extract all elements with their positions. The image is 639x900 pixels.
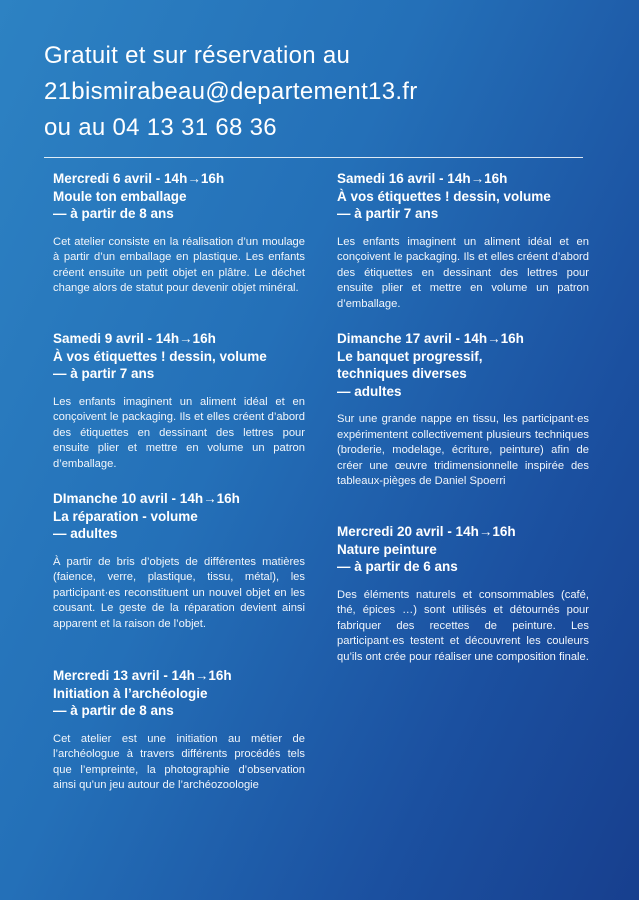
event-card bbox=[53, 330, 305, 472]
event-title-line2: techniques diverses bbox=[337, 366, 467, 381]
event-audience: — à partir de 8 ans bbox=[53, 703, 174, 718]
event-card bbox=[337, 330, 589, 490]
event-description: Les enfants imaginent un aliment idéal et en conçoivent le packaging. Ils et elles créent d’abord des étiquettes en dessinant des lettres pour ensuite plier et mettre en volume un patron d’emballage. bbox=[53, 395, 305, 470]
event-audience: — à partir de 6 ans bbox=[337, 559, 458, 574]
event-card bbox=[53, 490, 305, 632]
event-audience: — adultes bbox=[53, 526, 118, 541]
header-line-reservation: Gratuit et sur réservation au bbox=[44, 42, 351, 69]
event-description: Des éléments naturels et consommables (café, thé, épices …) sont utilisés et détournés pour fabriquer des recettes de peinture. Les participant·es testent et découvrent les couleurs qu’ils ont crée pour réaliser une composition finale. bbox=[337, 588, 589, 663]
event-card bbox=[337, 523, 589, 665]
event-title: Initiation à l’archéologie bbox=[53, 685, 208, 701]
event-title: Le banquet progressif, bbox=[337, 348, 483, 364]
event-description: Sur une grande nappe en tissu, les participant·es expérimentent collectivement plusieurs techniques (broderie, modelage, écriture, peinture) afin de créer une œuvre tridimensionnelle inspirée des tableaux-pièges de Daniel Spoerri bbox=[337, 413, 589, 487]
header-phone: ou au 04 13 31 68 36 bbox=[44, 114, 277, 141]
event-title: À vos étiquettes ! dessin, volume bbox=[53, 348, 267, 364]
event-description: Cet atelier est une initiation au métier de l’archéologue à travers différents procédés tels que l’empreinte, la photographie d’observation ainsi qu’un jeu autour de l’archéozoologie bbox=[53, 732, 305, 791]
event-title: Moule ton emballage bbox=[53, 188, 187, 204]
event-date: Samedi 16 avril - 14h→16h bbox=[337, 171, 508, 186]
divider bbox=[44, 157, 583, 158]
event-audience: — à partir 7 ans bbox=[337, 206, 439, 221]
event-card bbox=[53, 170, 305, 297]
event-description: Les enfants imaginent un aliment idéal et en conçoivent le packaging. Ils et elles créent d’abord des étiquettes en dessinant des lettres pour ensuite plier et mettre en volume un patron d’emballage. bbox=[337, 235, 589, 310]
event-title: À vos étiquettes ! dessin, volume bbox=[337, 188, 551, 204]
event-date: DImanche 10 avril - 14h→16h bbox=[53, 491, 240, 506]
event-description: Cet atelier consiste en la réalisation d’un moulage à partir d’un emballage en plastique. Les enfants créent ensuite un petit objet en plâtre. Le déchet change alors de statut pour devenir objet minéral. bbox=[53, 235, 305, 294]
event-card bbox=[337, 170, 589, 312]
header-email[interactable]: 21bismirabeau@departement13.fr bbox=[44, 78, 418, 105]
event-title: La réparation - volume bbox=[53, 508, 198, 524]
event-description: À partir de bris d’objets de différentes matières (faience, verre, plastique, tissu, métal), les participant·es reconstituent un nouvel objet en les cousant. Le geste de la réparation devient ainsi apparent et la raison de l’objet. bbox=[53, 555, 305, 630]
event-date: Mercredi 13 avril - 14h→16h bbox=[53, 668, 232, 683]
event-date: Dimanche 17 avril - 14h→16h bbox=[337, 331, 524, 346]
event-date: Samedi 9 avril - 14h→16h bbox=[53, 331, 216, 346]
event-audience: — à partir 7 ans bbox=[53, 366, 155, 381]
event-date: Mercredi 20 avril - 14h→16h bbox=[337, 524, 516, 539]
event-card bbox=[53, 667, 305, 794]
event-audience: — à partir de 8 ans bbox=[53, 206, 174, 221]
event-audience: — adultes bbox=[337, 383, 402, 399]
event-date: Mercredi 6 avril - 14h→16h bbox=[53, 171, 225, 186]
header bbox=[44, 38, 604, 146]
event-title: Nature peinture bbox=[337, 541, 437, 557]
